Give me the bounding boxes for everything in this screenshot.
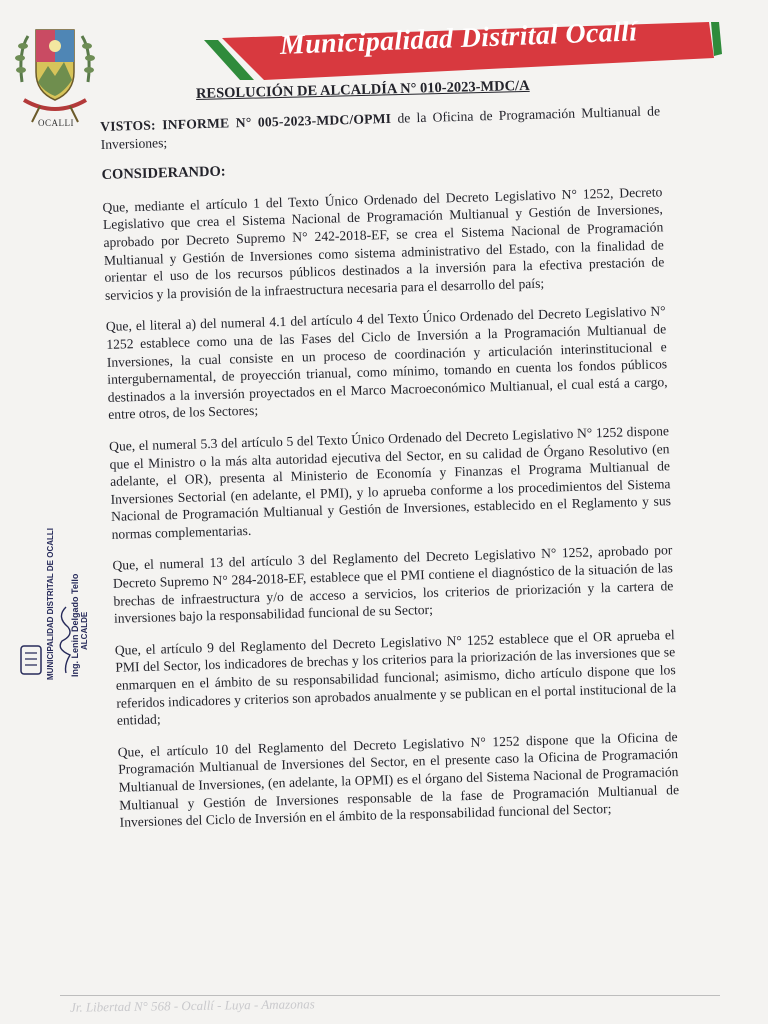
resolution-title: RESOLUCIÓN DE ALCALDÍA N° 010-2023-MDC/A — [195, 77, 530, 102]
paragraph-6: Que, el artículo 10 del Reglamento del Decreto Legislativo N° 1252 dispone que la Oficina de Programación Multianual de Inversiones del Sector, en el presente caso la Oficina de Programación Multianual de Inversiones, (en adelante, la OPMI) es el órgano del Sistema Nacional de Programación Multianual y Gestión de Inversiones responsable de la fase de Programación Multianual de Inversiones del Ciclo de Inversión en el ámbito de la responsabilidad funcional del Sector; — [117, 728, 680, 830]
municipality-title: Municipalidad Distrital Ocallí — [279, 16, 638, 61]
footer-divider — [60, 995, 720, 996]
footer-address: Jr. Libertad N° 568 - Ocallí - Luya - Amazonas — [69, 996, 315, 1015]
stamp-line-2: Ing. Lenin Delgado Tello — [70, 573, 80, 677]
mayor-stamp — [18, 528, 89, 695]
paragraph-3: Que, el numeral 5.3 del artículo 5 del Texto Único Ordenado del Decreto Legislativo N° 1252 dispone que el Ministro o la más alta autoridad ejecutiva del Sector, en su calidad de Órgano Resolutivo (en adelante, el OR), presenta al Ministerio de Economía y Finanzas el Programa Multianual de Inversiones Sectorial (en adelante, el PMI), y lo aprueba conforme a los procedimientos del Sistema Nacional de Programación Multianual y Gestión de Inversiones, establecido en el Reglamento y sus normas complementarias. — [108, 423, 672, 542]
stamp-line-1: MUNICIPALIDAD DISTRITAL DE OCALLI — [46, 528, 55, 680]
document-body — [100, 102, 680, 845]
considerando-heading: CONSIDERANDO: — [101, 163, 226, 184]
coat-of-arms-icon — [14, 22, 96, 130]
paragraph-4: Que, el numeral 13 del artículo 3 del Reglamento del Decreto Legislativo N° 1252, aprobado por Decreto Supremo N° 284-2018-EF, establece que el PMI contiene el diagnóstico de la situación de las brechas de infraestructura y/o de acceso a servicios, los criterios de priorización y la cartera de inversiones bajo la responsabilidad funcional de su Sector; — [112, 542, 674, 627]
paragraph-5: Que, el artículo 9 del Reglamento del Decreto Legislativo N° 1252 establece que el OR aprueba el PMI del Sector, los indicadores de brechas y los criterios para la priorización de las inversiones que se enmarquen en el ámbito de su responsabilidad funcional; asimismo, dicho artículo dispone que los referidos indicadores y criterios son aprobados anualmente y se publican en el portal institucional de la entidad; — [114, 627, 677, 728]
stamp-line-3: ALCALDE — [80, 611, 89, 650]
vistos-lead: VISTOS: INFORME N° 005-2023-MDC/OPMI — [100, 110, 392, 134]
crest-label: OCALLI — [38, 118, 74, 128]
stamp-seal-icon — [20, 645, 42, 675]
paragraph-2: Que, el literal a) del numeral 4.1 del artículo 4 del Texto Único Ordenado del Decreto Legislativo N° 1252 establece como una de las Fases del Ciclo de Inversión a la Programación Multianual de Inversiones, la cual consiste en un proceso de coordinación y articulación interinstitucional e intergubernamental, de proyección trianual, como mínimo, tomando en cuenta los fondos públicos destinados a la inversión proyectados en el Marco Macroeconómico Multianual, el cual está a cargo, entre otros, de los Sectores; — [105, 303, 668, 423]
vistos-line — [100, 102, 661, 153]
vistos-rest: de la Oficina de Programación Multianual de Inversiones; — [100, 103, 661, 152]
paragraph-1: Que, mediante el artículo 1 del Texto Único Ordenado del Decreto Legislativo N° 1252, Decreto Legislativo que crea el Sistema Nacional de Programación Multianual y Gestión de Inversiones, aprobado por Decreto Supremo N° 242-2018-EF, se crea el Sistema Nacional de Programación Multianual y Gestión de Inversiones como sistema administrativo del Estado, con la finalidad de orientar el uso de los recursos públicos destinados a la inversión para la efectiva prestación de servicios y la provisión de la infraestructura necesaria para el desarrollo del país; — [102, 184, 665, 303]
